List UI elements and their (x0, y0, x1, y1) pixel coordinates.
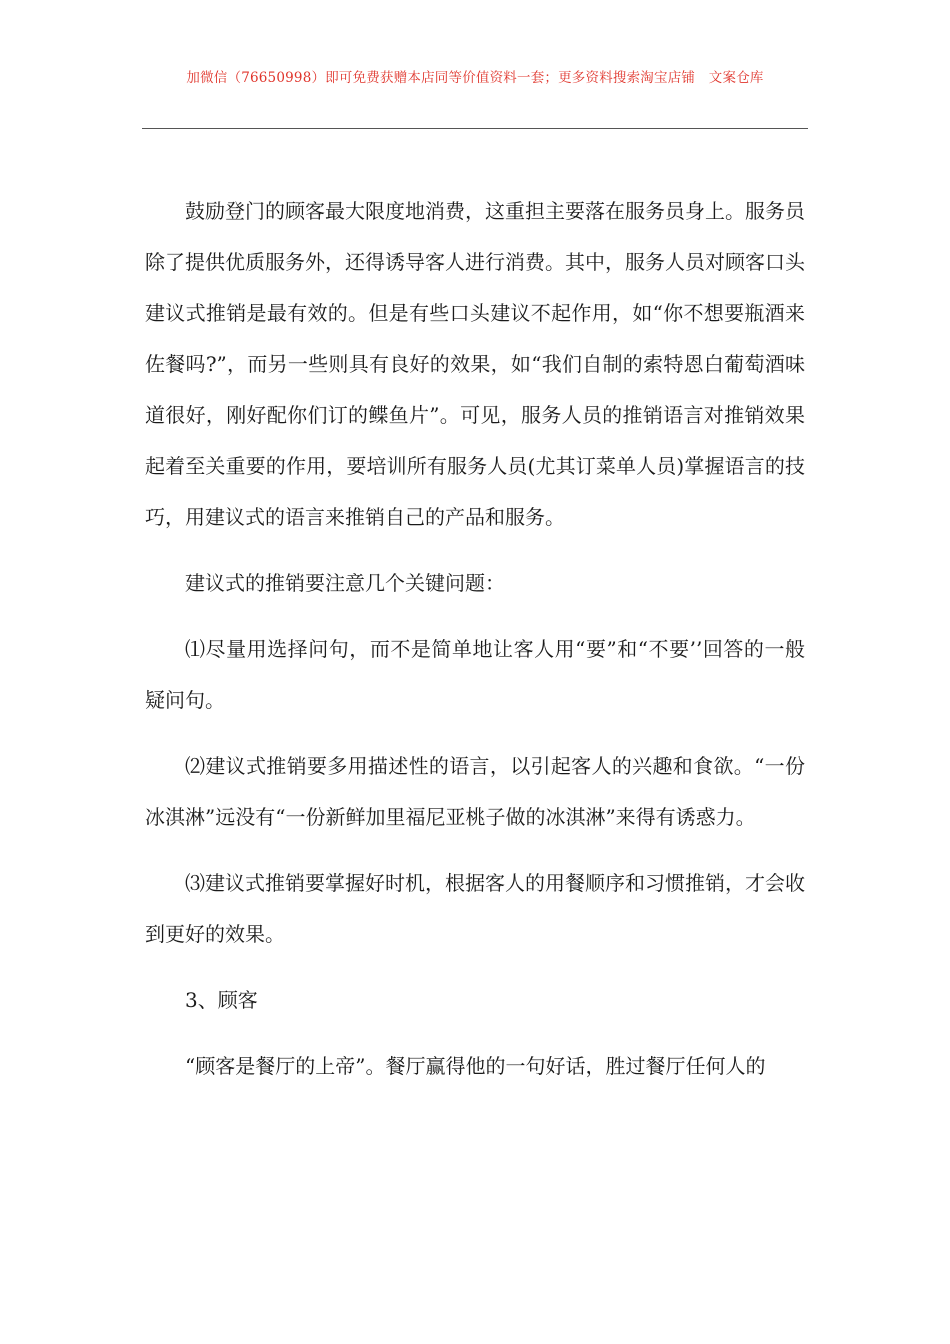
paragraph-key-issues: 建议式的推销要注意几个关键问题： (185, 571, 505, 595)
paragraph-customer: “顾客是餐厅的上帝”。餐厅赢得他的一句好话，胜过餐厅任何人的 (185, 1054, 766, 1078)
section-heading-customer: 3、顾客 (185, 988, 258, 1012)
page-header-notice: 加微信（76650998）即可免费获赠本店同等价值资料一套；更多资料搜索淘宝店铺 文案仓库 (186, 70, 764, 86)
paragraph-point-1: ⑴尽量用选择问句，而不是简单地让客人用“要”和“不要’’回答的一般疑问句。 (145, 637, 805, 712)
paragraph-point-2: ⑵建议式推销要多用描述性的语言，以引起客人的兴趣和食欲。“一份冰淇淋”远没有“一份新鲜加里福尼亚桃子做的冰淇淋”来得有诱惑力。 (145, 754, 805, 829)
header-divider (142, 128, 808, 129)
paragraph-sales-suggestion: 鼓励登门的顾客最大限度地消费，这重担主要落在服务员身上。服务员除了提供优质服务外，还得诱导客人进行消费。其中，服务人员对顾客口头建议式推销是最有效的。但是有些口头建议不起作用，如“你不想要瓶酒来佐餐吗?”，而另一些则具有良好的效果，如“我们自制的索特恩白葡萄酒味道很好，刚好配你们订的鲽鱼片”。可见，服务人员的推销语言对推销效果起着至关重要的作用，要培训所有服务人员(尤其订菜单人员)掌握语言的技巧，用建议式的语言来推销自己的产品和服务。 (145, 199, 805, 529)
document-body (145, 186, 805, 1092)
paragraph-point-3: ⑶建议式推销要掌握好时机，根据客人的用餐顺序和习惯推销，才会收到更好的效果。 (145, 871, 805, 946)
